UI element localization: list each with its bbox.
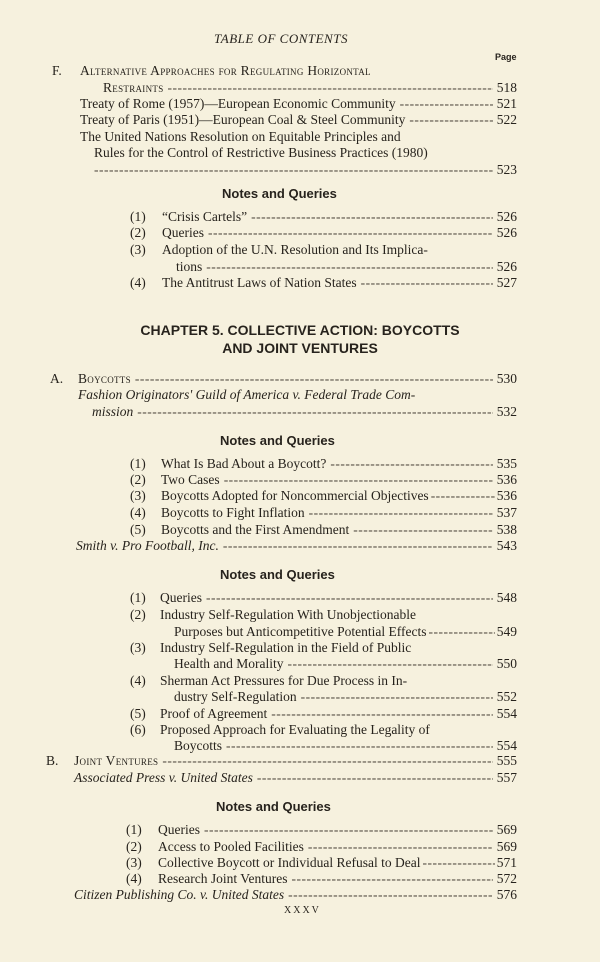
toc-entry bbox=[161, 521, 517, 538]
leader-dots bbox=[428, 623, 494, 640]
page-number: 532 bbox=[496, 404, 517, 419]
leader-dots bbox=[251, 208, 493, 225]
section-letter-f: F. bbox=[52, 63, 62, 78]
item-number: (4) bbox=[130, 673, 146, 688]
page-number: 557 bbox=[496, 770, 517, 785]
toc-entry-text-cont: Health and Morality bbox=[174, 656, 284, 671]
toc-entry bbox=[174, 655, 517, 672]
case-title-line1: Fashion Originators' Guild of America v. Federal Trade Com- bbox=[78, 387, 416, 402]
leader-dots bbox=[206, 589, 493, 606]
toc-entry-text: Queries bbox=[158, 822, 200, 837]
page-header-title: TABLE OF CONTENTS bbox=[214, 31, 348, 46]
page-number: 522 bbox=[496, 112, 517, 127]
item-number: (2) bbox=[130, 607, 146, 622]
section-f-heading-line2: Restraints bbox=[103, 80, 164, 95]
toc-entry bbox=[174, 623, 517, 640]
toc-entry bbox=[160, 705, 517, 722]
leader-dots bbox=[288, 886, 493, 903]
leader-dots bbox=[168, 79, 493, 96]
toc-entry bbox=[160, 589, 517, 606]
leader-dots bbox=[271, 705, 493, 722]
toc-entry bbox=[158, 821, 517, 838]
toc-entry-text: Boycotts to Fight Inflation bbox=[161, 505, 305, 520]
case-title: Associated Press v. United States bbox=[74, 770, 253, 785]
section-b-heading-entry bbox=[74, 752, 517, 769]
item-number: (3) bbox=[130, 242, 146, 257]
page-number: 550 bbox=[496, 656, 517, 671]
toc-entry-text-cont: dustry Self-Regulation bbox=[174, 689, 297, 704]
toc-entry-text: Queries bbox=[160, 590, 202, 605]
section-b-heading: Joint Ventures bbox=[74, 753, 159, 768]
chapter-title-line1: CHAPTER 5. COLLECTIVE ACTION: BOYCOTTS bbox=[140, 322, 460, 338]
page-number: 576 bbox=[496, 887, 517, 902]
toc-entry-text-cont: Purposes but Anticompetitive Potential Effects bbox=[174, 624, 427, 639]
page-number: 548 bbox=[496, 590, 517, 605]
section-a-heading-entry bbox=[78, 370, 517, 387]
item-number: (3) bbox=[130, 640, 146, 655]
notes-heading: Notes and Queries bbox=[220, 433, 335, 448]
toc-entry-text: Research Joint Ventures bbox=[158, 871, 288, 886]
item-number: (5) bbox=[130, 706, 146, 721]
toc-entry-text: Sherman Act Pressures for Due Process in In- bbox=[160, 673, 408, 688]
leader-dots bbox=[422, 854, 494, 871]
section-letter-a: A. bbox=[50, 371, 64, 386]
page-number: 526 bbox=[496, 259, 517, 274]
page-column-label: Page bbox=[495, 52, 517, 62]
leader-dots bbox=[309, 504, 493, 521]
leader-dots bbox=[162, 752, 492, 769]
page-number: 530 bbox=[496, 371, 517, 386]
section-letter-b: B. bbox=[46, 753, 59, 768]
toc-entry bbox=[161, 487, 517, 504]
case-title: Citizen Publishing Co. v. United States bbox=[74, 887, 285, 902]
toc-entry bbox=[162, 224, 517, 241]
toc-entry bbox=[76, 537, 517, 554]
page-number: 537 bbox=[496, 505, 517, 520]
toc-entry-text: Industry Self-Regulation in the Field of Public bbox=[160, 640, 412, 655]
leader-dots bbox=[301, 688, 493, 705]
page-number: 552 bbox=[496, 689, 517, 704]
item-number: (3) bbox=[130, 488, 146, 503]
chapter-title-line2: AND JOINT VENTURES bbox=[222, 340, 378, 356]
case-title-line2: mission bbox=[92, 404, 134, 419]
toc-entry-text: Proposed Approach for Evaluating the Legality of bbox=[160, 722, 430, 737]
page-number: 538 bbox=[496, 522, 517, 537]
toc-entry bbox=[161, 471, 517, 488]
leader-dots bbox=[257, 769, 493, 786]
page-number: 518 bbox=[496, 80, 517, 95]
leader-dots bbox=[137, 403, 492, 420]
toc-entry-text: Treaty of Paris (1951)—European Coal & Steel Community bbox=[80, 112, 406, 127]
item-number: (4) bbox=[126, 871, 142, 886]
section-f-heading-line1: Alternative Approaches for Regulating Horizontal bbox=[80, 63, 371, 78]
leader-dots bbox=[224, 471, 493, 488]
toc-entry-text: Queries bbox=[162, 225, 204, 240]
un-resolution-line1: The United Nations Resolution on Equitable Principles and bbox=[80, 129, 401, 144]
item-number: (4) bbox=[130, 275, 146, 290]
toc-entry bbox=[80, 111, 517, 128]
leader-dots bbox=[361, 274, 493, 291]
toc-entry bbox=[74, 769, 517, 786]
toc-entry bbox=[162, 274, 517, 291]
page-number: 549 bbox=[496, 624, 517, 639]
case-title: Smith v. Pro Football, Inc. bbox=[76, 538, 219, 553]
leader-dots bbox=[204, 821, 493, 838]
section-a-heading: Boycotts bbox=[78, 371, 131, 386]
page-number: 523 bbox=[496, 162, 517, 177]
item-number: (3) bbox=[126, 855, 142, 870]
toc-entry bbox=[158, 870, 517, 887]
page-number: 526 bbox=[496, 209, 517, 224]
leader-dots bbox=[308, 838, 493, 855]
leader-dots bbox=[208, 224, 493, 241]
page-folio: XXXV bbox=[284, 905, 321, 916]
leader-dots bbox=[409, 111, 492, 128]
toc-entry-text-cont: Boycotts bbox=[174, 738, 223, 753]
toc-entry bbox=[161, 504, 517, 521]
leader-dots bbox=[400, 95, 493, 112]
item-number: (4) bbox=[130, 505, 146, 520]
item-number: (2) bbox=[130, 225, 146, 240]
toc-entry bbox=[161, 455, 517, 472]
leader-dots bbox=[291, 870, 492, 887]
item-number: (1) bbox=[130, 456, 146, 471]
toc-entry-text: Industry Self-Regulation With Unobjectionable bbox=[160, 607, 417, 622]
toc-entry-text: Boycotts and the First Amendment bbox=[161, 522, 350, 537]
leader-dots bbox=[223, 537, 493, 554]
page-number: 569 bbox=[496, 822, 517, 837]
toc-entry-text: Access to Pooled Facilities bbox=[158, 839, 304, 854]
notes-heading: Notes and Queries bbox=[222, 186, 337, 201]
toc-entry bbox=[92, 403, 517, 420]
page-number: 535 bbox=[496, 456, 517, 471]
page-number: 526 bbox=[496, 225, 517, 240]
toc-entry bbox=[162, 208, 517, 225]
toc-entry bbox=[158, 838, 517, 855]
toc-entry bbox=[74, 886, 517, 903]
leader-dots bbox=[287, 655, 492, 672]
page-number: 554 bbox=[496, 738, 517, 753]
toc-entry-text: Adoption of the U.N. Resolution and Its Implica- bbox=[162, 242, 428, 257]
page-number: 527 bbox=[496, 275, 517, 290]
page-number: 536 bbox=[496, 472, 517, 487]
page-number: 572 bbox=[496, 871, 517, 886]
leader-dots bbox=[135, 370, 493, 387]
page-number: 555 bbox=[496, 753, 517, 768]
page-number: 554 bbox=[496, 706, 517, 721]
item-number: (1) bbox=[130, 209, 146, 224]
notes-heading: Notes and Queries bbox=[216, 799, 331, 814]
item-number: (1) bbox=[130, 590, 146, 605]
toc-entry-text: The Antitrust Laws of Nation States bbox=[162, 275, 357, 290]
notes-heading: Notes and Queries bbox=[220, 567, 335, 582]
toc-entry bbox=[80, 95, 517, 112]
leader-dots bbox=[94, 161, 493, 178]
toc-entry-text: Two Cases bbox=[161, 472, 220, 487]
toc-entry-text: Collective Boycott or Individual Refusal to Deal bbox=[158, 855, 421, 870]
toc-entry-text: Proof of Agreement bbox=[160, 706, 268, 721]
toc-entry-text-cont: tions bbox=[176, 259, 203, 274]
item-number: (6) bbox=[130, 722, 146, 737]
leader-dots bbox=[431, 487, 495, 504]
toc-entry-text: Treaty of Rome (1957)—European Economic Community bbox=[80, 96, 396, 111]
toc-entry bbox=[176, 258, 517, 275]
toc-entry-text: What Is Bad About a Boycott? bbox=[161, 456, 327, 471]
item-number: (2) bbox=[126, 839, 142, 854]
leader-dots bbox=[330, 455, 492, 472]
page-number: 543 bbox=[496, 538, 517, 553]
page-number: 569 bbox=[496, 839, 517, 854]
un-resolution-line2: Rules for the Control of Restrictive Business Practices (1980) bbox=[94, 145, 428, 160]
leader-dots bbox=[353, 521, 493, 538]
leader-dots bbox=[206, 258, 492, 275]
page-number: 536 bbox=[496, 488, 517, 503]
un-resolution-page-entry bbox=[94, 161, 517, 178]
section-f-heading-entry bbox=[103, 79, 517, 96]
toc-entry bbox=[158, 854, 517, 871]
toc-entry bbox=[174, 688, 517, 705]
item-number: (1) bbox=[126, 822, 142, 837]
page-number: 521 bbox=[496, 96, 517, 111]
item-number: (5) bbox=[130, 522, 146, 537]
item-number: (2) bbox=[130, 472, 146, 487]
toc-entry-text: “Crisis Cartels” bbox=[162, 209, 248, 224]
page-number: 571 bbox=[496, 855, 517, 870]
toc-entry-text: Boycotts Adopted for Noncommercial Objectives bbox=[161, 488, 429, 503]
